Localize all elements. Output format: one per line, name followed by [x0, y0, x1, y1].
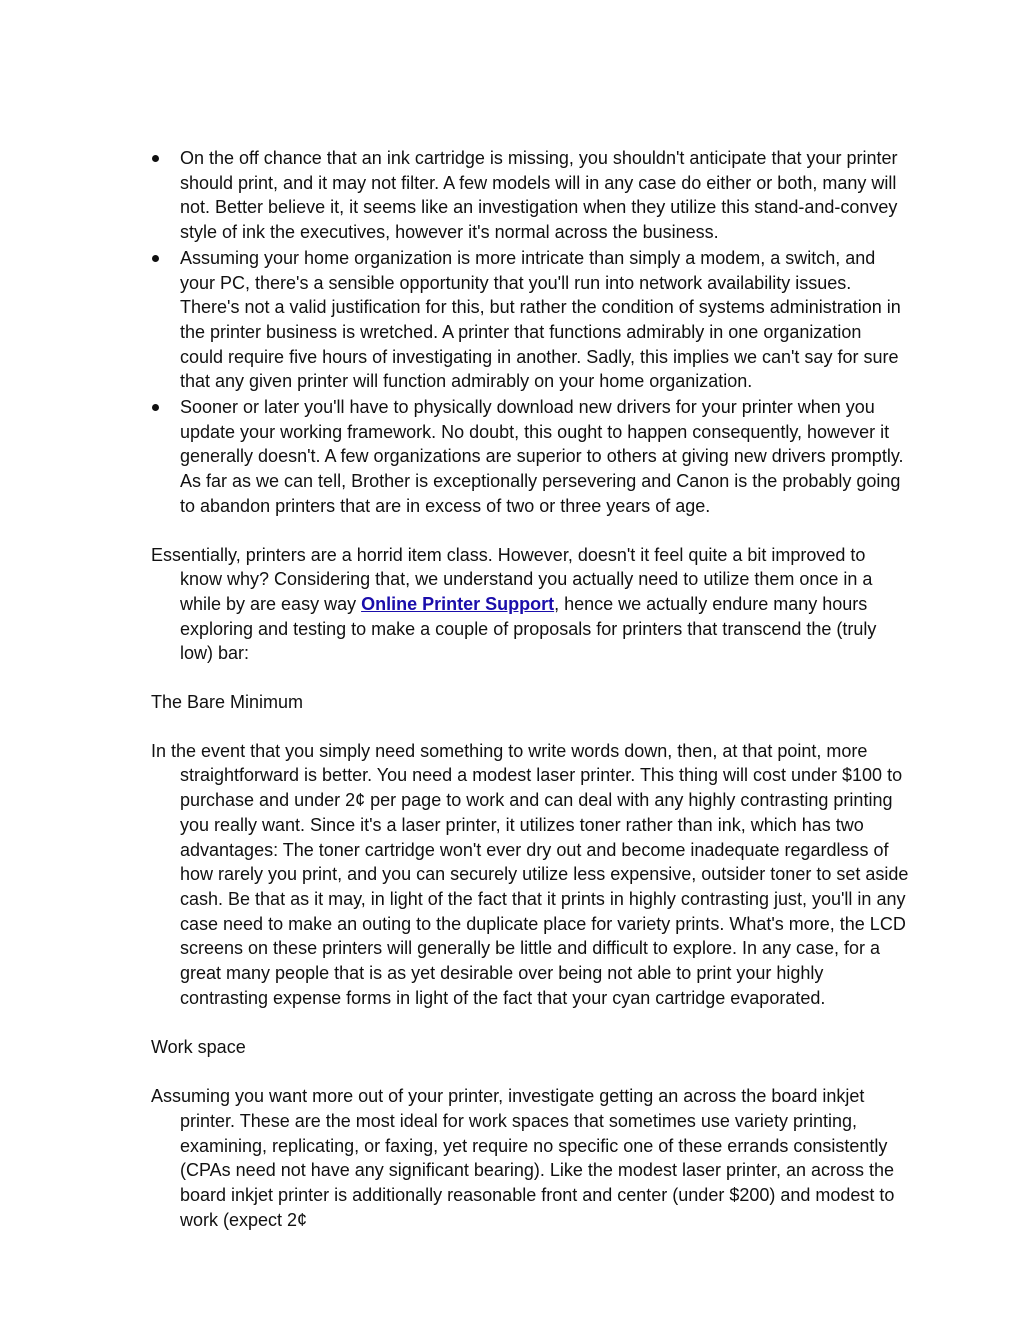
- bare-minimum-paragraph: In the event that you simply need something to write words down, then, at that point, more straightforward is better. You need a modest laser printer. This thing will cost under $100 to purchase and under 2¢ per page to work and can deal with any highly contrasting printing you really want. Since it's a laser printer, it utilizes toner rather than ink, which has two advantages: The toner cartridge won't ever dry out and become inadequate regardless of how rarely you print, and you can securely utilize less expensive, outsider toner to set aside cash. Be that as it may, in light of the fact that it prints in highly contrasting just, you'll in any case need to make an outing to the duplicate place for variety prints. What's more, the LCD screens on these printers will generally be little and difficult to explore. In any case, for a great many people that is as yet desirable over being not able to print your highly contrasting expense forms in light of the fact that your cyan cartridge evaporated.: [151, 740, 909, 1008]
- bullet-text: Assuming your home organization is more intricate than simply a modem, a switch, and your PC, there's a sensible opportunity that you'll run into network availability issues. There's not a valid justification for this, but rather the condition of systems administration in the printer business is wretched. A printer that functions admirably in one organization could require five hours of investigating in another. Sadly, this implies we can't say for sure that any given printer will function admirably on your home organization.: [180, 247, 901, 392]
- list-item: [151, 395, 909, 519]
- intro-text-after: , hence we actually endure many hours exploring and testing to make a couple of proposals for printers that transcend the (truly low) bar:: [180, 593, 877, 664]
- bullet-icon: [152, 155, 159, 162]
- bullet-text: Sooner or later you'll have to physically download new drivers for your printer when you update your working framework. No doubt, this ought to happen consequently, however it generally doesn't. A few organizations are superior to others at giving new drivers promptly. As far as we can tell, Brother is exceptionally persevering and Canon is the probably going to abandon printers that are in excess of two or three years of age.: [180, 397, 904, 516]
- section-heading-work-space: Work space: [151, 1036, 246, 1057]
- intro-text-before: Essentially, printers are a horrid item class. However, doesn't it feel quite a bit improved to know why? Considering that, we understand you actually need to utilize them once in a while by are easy way: [151, 544, 873, 614]
- document-page: [151, 146, 909, 1232]
- bullet-icon: [152, 255, 159, 262]
- bullet-icon: [152, 404, 159, 411]
- work-space-paragraph: Assuming you want more out of your printer, investigate getting an across the board inkjet printer. These are the most ideal for work spaces that sometimes use variety printing, examining, replicating, or faxing, yet require no specific one of these errands consistently (CPAs need not have any significant bearing). Like the modest laser printer, an across the board inkjet printer is additionally reasonable front and center (under $200) and modest to work (expect 2¢: [151, 1086, 895, 1230]
- list-item: [151, 146, 909, 245]
- section-heading-bare-minimum: The Bare Minimum: [151, 692, 304, 713]
- list-item: [151, 246, 909, 394]
- bullet-text: On the off chance that an ink cartridge is missing, you shouldn't anticipate that your printer should print, and it may not filter. A few models will in any case do either or both, many will not. Better believe it, it seems like an investigation when they utilize this stand-and-convey style of ink the executives, however it's normal across the business.: [180, 148, 898, 243]
- intro-paragraph: [151, 543, 909, 667]
- bullet-list: [151, 146, 909, 519]
- online-printer-support-link[interactable]: Online Printer Support: [361, 593, 555, 614]
